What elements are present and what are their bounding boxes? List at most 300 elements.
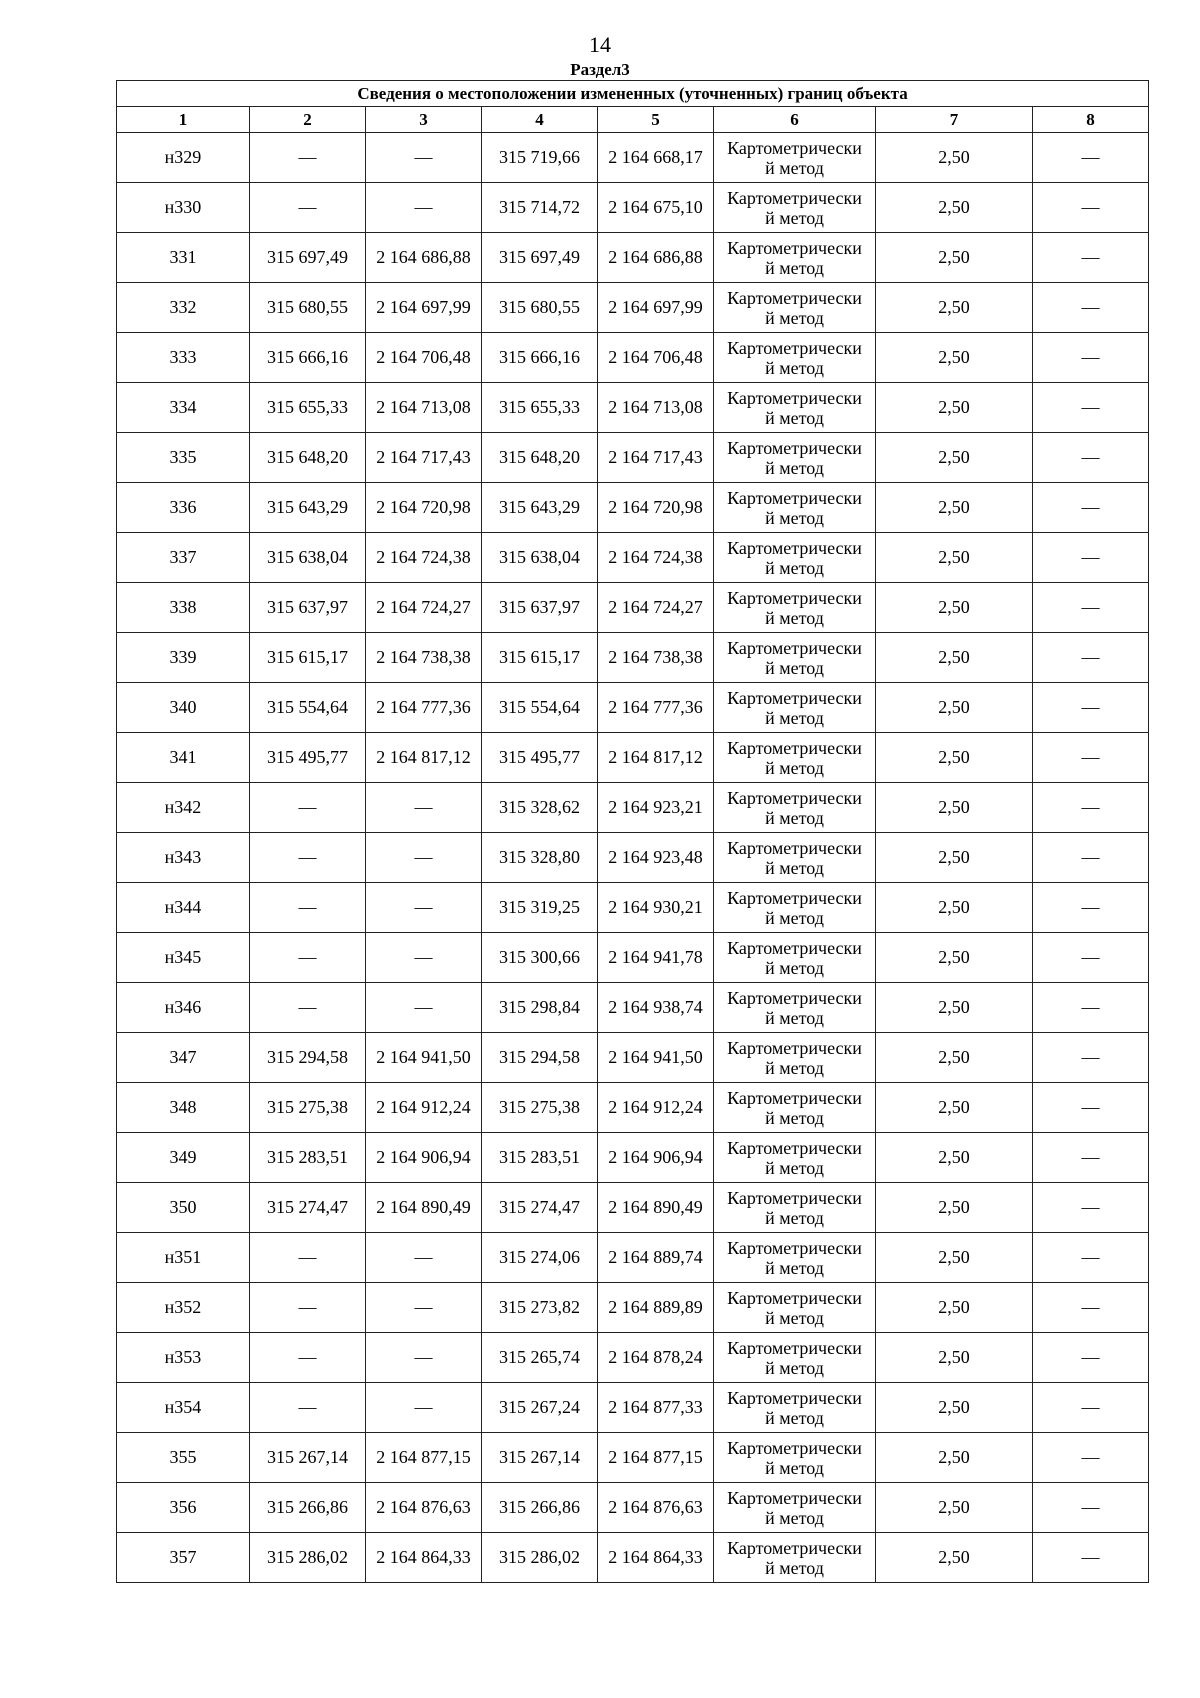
boundary-coordinates-table	[116, 80, 1149, 1583]
column-number-row	[117, 107, 1149, 133]
method-line-1: Картометрически	[727, 537, 862, 558]
note-cell: —	[1033, 333, 1149, 383]
accuracy-cell: 2,50	[876, 483, 1033, 533]
x-new-cell: 315 265,74	[482, 1333, 598, 1383]
x-old-cell: 315 643,29	[250, 483, 366, 533]
method-line-2: й метод	[765, 957, 824, 978]
point-cell: 357	[117, 1533, 250, 1583]
accuracy-cell: 2,50	[876, 1383, 1033, 1433]
method-line-2: й метод	[765, 1057, 824, 1078]
note-cell: —	[1033, 1383, 1149, 1433]
note-cell: —	[1033, 1433, 1149, 1483]
y-old-cell: 2 164 717,43	[366, 433, 482, 483]
method-cell	[714, 1083, 876, 1133]
table-row	[117, 1083, 1149, 1133]
table-row	[117, 383, 1149, 433]
x-old-cell: 315 648,20	[250, 433, 366, 483]
point-cell: 355	[117, 1433, 250, 1483]
accuracy-cell: 2,50	[876, 233, 1033, 283]
y-new-cell: 2 164 889,74	[598, 1233, 714, 1283]
column-number-3: 3	[366, 107, 482, 133]
point-cell: н345	[117, 933, 250, 983]
point-cell: 337	[117, 533, 250, 583]
y-new-cell: 2 164 941,78	[598, 933, 714, 983]
method-cell	[714, 433, 876, 483]
method-line-2: й метод	[765, 607, 824, 628]
x-old-cell: 315 697,49	[250, 233, 366, 283]
column-number-2: 2	[250, 107, 366, 133]
table-row	[117, 983, 1149, 1033]
column-number-4: 4	[482, 107, 598, 133]
y-old-cell: 2 164 706,48	[366, 333, 482, 383]
method-line-2: й метод	[765, 557, 824, 578]
point-cell: 341	[117, 733, 250, 783]
method-cell	[714, 533, 876, 583]
method-line-1: Картометрически	[727, 1187, 862, 1208]
x-old-cell: —	[250, 1333, 366, 1383]
method-line-2: й метод	[765, 1307, 824, 1328]
y-new-cell: 2 164 777,36	[598, 683, 714, 733]
point-cell: н351	[117, 1233, 250, 1283]
x-old-cell: —	[250, 783, 366, 833]
note-cell: —	[1033, 283, 1149, 333]
method-cell	[714, 583, 876, 633]
column-number-5: 5	[598, 107, 714, 133]
point-cell: 336	[117, 483, 250, 533]
method-cell	[714, 1033, 876, 1083]
point-cell: 340	[117, 683, 250, 733]
accuracy-cell: 2,50	[876, 333, 1033, 383]
point-cell: н342	[117, 783, 250, 833]
y-old-cell: 2 164 906,94	[366, 1133, 482, 1183]
accuracy-cell: 2,50	[876, 683, 1033, 733]
note-cell: —	[1033, 883, 1149, 933]
accuracy-cell: 2,50	[876, 533, 1033, 583]
y-old-cell: 2 164 724,38	[366, 533, 482, 583]
accuracy-cell: 2,50	[876, 1083, 1033, 1133]
method-cell	[714, 283, 876, 333]
y-new-cell: 2 164 686,88	[598, 233, 714, 283]
x-new-cell: 315 319,25	[482, 883, 598, 933]
table-row	[117, 1233, 1149, 1283]
method-line-1: Картометрически	[727, 337, 862, 358]
y-new-cell: 2 164 720,98	[598, 483, 714, 533]
method-cell	[714, 833, 876, 883]
point-cell: н329	[117, 133, 250, 183]
x-old-cell: 315 680,55	[250, 283, 366, 333]
x-old-cell: 315 554,64	[250, 683, 366, 733]
note-cell: —	[1033, 1233, 1149, 1283]
method-cell	[714, 1183, 876, 1233]
table-row	[117, 833, 1149, 883]
y-new-cell: 2 164 864,33	[598, 1533, 714, 1583]
table-row	[117, 183, 1149, 233]
accuracy-cell: 2,50	[876, 1533, 1033, 1583]
method-line-1: Картометрически	[727, 937, 862, 958]
method-line-1: Картометрически	[727, 1037, 862, 1058]
y-new-cell: 2 164 724,38	[598, 533, 714, 583]
x-new-cell: 315 266,86	[482, 1483, 598, 1533]
y-new-cell: 2 164 923,21	[598, 783, 714, 833]
note-cell: —	[1033, 533, 1149, 583]
y-old-cell: —	[366, 1383, 482, 1433]
method-line-2: й метод	[765, 457, 824, 478]
x-old-cell: 315 266,86	[250, 1483, 366, 1533]
x-new-cell: 315 680,55	[482, 283, 598, 333]
note-cell: —	[1033, 1483, 1149, 1533]
method-line-2: й метод	[765, 707, 824, 728]
y-new-cell: 2 164 668,17	[598, 133, 714, 183]
y-new-cell: 2 164 923,48	[598, 833, 714, 883]
method-line-2: й метод	[765, 1557, 824, 1578]
y-new-cell: 2 164 706,48	[598, 333, 714, 383]
x-new-cell: 315 655,33	[482, 383, 598, 433]
x-new-cell: 315 286,02	[482, 1533, 598, 1583]
accuracy-cell: 2,50	[876, 633, 1033, 683]
point-cell: 334	[117, 383, 250, 433]
note-cell: —	[1033, 1033, 1149, 1083]
accuracy-cell: 2,50	[876, 133, 1033, 183]
x-old-cell: 315 286,02	[250, 1533, 366, 1583]
method-cell	[714, 733, 876, 783]
method-line-1: Картометрически	[727, 1387, 862, 1408]
y-old-cell: —	[366, 1283, 482, 1333]
note-cell: —	[1033, 483, 1149, 533]
y-old-cell: 2 164 724,27	[366, 583, 482, 633]
table-row	[117, 133, 1149, 183]
x-new-cell: 315 274,06	[482, 1233, 598, 1283]
method-line-1: Картометрически	[727, 687, 862, 708]
method-line-2: й метод	[765, 157, 824, 178]
note-cell: —	[1033, 383, 1149, 433]
y-new-cell: 2 164 938,74	[598, 983, 714, 1033]
x-old-cell: 315 615,17	[250, 633, 366, 683]
method-line-2: й метод	[765, 807, 824, 828]
method-line-2: й метод	[765, 207, 824, 228]
table-row	[117, 1483, 1149, 1533]
method-line-2: й метод	[765, 907, 824, 928]
y-old-cell: —	[366, 983, 482, 1033]
x-old-cell: —	[250, 933, 366, 983]
x-old-cell: —	[250, 1233, 366, 1283]
method-line-1: Картометрически	[727, 137, 862, 158]
point-cell: 332	[117, 283, 250, 333]
method-line-1: Картометрически	[727, 837, 862, 858]
y-old-cell: 2 164 876,63	[366, 1483, 482, 1533]
point-cell: н330	[117, 183, 250, 233]
x-old-cell: 315 274,47	[250, 1183, 366, 1233]
point-cell: 339	[117, 633, 250, 683]
accuracy-cell: 2,50	[876, 1283, 1033, 1333]
method-cell	[714, 233, 876, 283]
method-cell	[714, 883, 876, 933]
method-cell	[714, 333, 876, 383]
column-number-6: 6	[714, 107, 876, 133]
method-cell	[714, 383, 876, 433]
note-cell: —	[1033, 183, 1149, 233]
page-number: 14	[589, 32, 611, 57]
table-row	[117, 533, 1149, 583]
note-cell: —	[1033, 1133, 1149, 1183]
y-old-cell: 2 164 697,99	[366, 283, 482, 333]
method-cell	[714, 1333, 876, 1383]
x-old-cell: 315 638,04	[250, 533, 366, 583]
x-old-cell: 315 666,16	[250, 333, 366, 383]
method-cell	[714, 783, 876, 833]
accuracy-cell: 2,50	[876, 1483, 1033, 1533]
note-cell: —	[1033, 633, 1149, 683]
table-row	[117, 1383, 1149, 1433]
note-cell: —	[1033, 1283, 1149, 1333]
accuracy-cell: 2,50	[876, 883, 1033, 933]
method-line-1: Картометрически	[727, 987, 862, 1008]
note-cell: —	[1033, 983, 1149, 1033]
x-old-cell: —	[250, 1283, 366, 1333]
x-new-cell: 315 495,77	[482, 733, 598, 783]
y-new-cell: 2 164 877,15	[598, 1433, 714, 1483]
point-cell: 335	[117, 433, 250, 483]
method-cell	[714, 1133, 876, 1183]
note-cell: —	[1033, 583, 1149, 633]
x-new-cell: 315 328,62	[482, 783, 598, 833]
y-new-cell: 2 164 817,12	[598, 733, 714, 783]
y-old-cell: —	[366, 783, 482, 833]
x-new-cell: 315 666,16	[482, 333, 598, 383]
x-new-cell: 315 697,49	[482, 233, 598, 283]
note-cell: —	[1033, 1533, 1149, 1583]
table-row	[117, 583, 1149, 633]
x-new-cell: 315 637,97	[482, 583, 598, 633]
accuracy-cell: 2,50	[876, 1333, 1033, 1383]
accuracy-cell: 2,50	[876, 583, 1033, 633]
y-new-cell: 2 164 713,08	[598, 383, 714, 433]
y-new-cell: 2 164 906,94	[598, 1133, 714, 1183]
method-cell	[714, 633, 876, 683]
x-old-cell: 315 495,77	[250, 733, 366, 783]
accuracy-cell: 2,50	[876, 283, 1033, 333]
y-old-cell: 2 164 686,88	[366, 233, 482, 283]
point-cell: 338	[117, 583, 250, 633]
x-old-cell: 315 655,33	[250, 383, 366, 433]
method-line-2: й метод	[765, 1457, 824, 1478]
table-row	[117, 933, 1149, 983]
section-title: Раздел3	[570, 60, 630, 79]
accuracy-cell: 2,50	[876, 383, 1033, 433]
method-line-1: Картометрически	[727, 1137, 862, 1158]
x-new-cell: 315 283,51	[482, 1133, 598, 1183]
x-new-cell: 315 294,58	[482, 1033, 598, 1083]
method-cell	[714, 933, 876, 983]
method-cell	[714, 1383, 876, 1433]
accuracy-cell: 2,50	[876, 983, 1033, 1033]
table-caption: Сведения о местоположении измененных (уточненных) границ объекта	[117, 81, 1149, 107]
method-line-1: Картометрически	[727, 237, 862, 258]
x-new-cell: 315 273,82	[482, 1283, 598, 1333]
x-new-cell: 315 267,14	[482, 1433, 598, 1483]
method-cell	[714, 183, 876, 233]
point-cell: 356	[117, 1483, 250, 1533]
table-row	[117, 1183, 1149, 1233]
method-line-1: Картометрически	[727, 1437, 862, 1458]
y-old-cell: 2 164 877,15	[366, 1433, 482, 1483]
accuracy-cell: 2,50	[876, 733, 1033, 783]
method-line-1: Картометрически	[727, 187, 862, 208]
method-line-1: Картометрически	[727, 1337, 862, 1358]
point-cell: 331	[117, 233, 250, 283]
point-cell: н354	[117, 1383, 250, 1433]
y-old-cell: 2 164 890,49	[366, 1183, 482, 1233]
method-line-1: Картометрически	[727, 637, 862, 658]
point-cell: н346	[117, 983, 250, 1033]
point-cell: н343	[117, 833, 250, 883]
column-number-7: 7	[876, 107, 1033, 133]
point-cell: н352	[117, 1283, 250, 1333]
note-cell: —	[1033, 1083, 1149, 1133]
method-line-1: Картометрически	[727, 587, 862, 608]
note-cell: —	[1033, 1333, 1149, 1383]
y-old-cell: 2 164 777,36	[366, 683, 482, 733]
method-line-1: Картометрически	[727, 1487, 862, 1508]
x-new-cell: 315 643,29	[482, 483, 598, 533]
method-line-2: й метод	[765, 1357, 824, 1378]
accuracy-cell: 2,50	[876, 833, 1033, 883]
method-line-2: й метод	[765, 757, 824, 778]
table-row	[117, 283, 1149, 333]
method-cell	[714, 1283, 876, 1333]
table-body	[117, 133, 1149, 1583]
x-old-cell: —	[250, 133, 366, 183]
method-cell	[714, 133, 876, 183]
y-old-cell: —	[366, 183, 482, 233]
method-line-2: й метод	[765, 1407, 824, 1428]
y-new-cell: 2 164 876,63	[598, 1483, 714, 1533]
method-line-2: й метод	[765, 1207, 824, 1228]
y-old-cell: 2 164 864,33	[366, 1533, 482, 1583]
note-cell: —	[1033, 1183, 1149, 1233]
x-old-cell: 315 275,38	[250, 1083, 366, 1133]
x-old-cell: —	[250, 1383, 366, 1433]
table-row	[117, 1533, 1149, 1583]
column-number-1: 1	[117, 107, 250, 133]
method-line-2: й метод	[765, 407, 824, 428]
y-new-cell: 2 164 717,43	[598, 433, 714, 483]
y-new-cell: 2 164 724,27	[598, 583, 714, 633]
method-line-2: й метод	[765, 1157, 824, 1178]
x-new-cell: 315 554,64	[482, 683, 598, 733]
point-cell: 333	[117, 333, 250, 383]
accuracy-cell: 2,50	[876, 1133, 1033, 1183]
y-new-cell: 2 164 675,10	[598, 183, 714, 233]
y-new-cell: 2 164 889,89	[598, 1283, 714, 1333]
method-cell	[714, 683, 876, 733]
note-cell: —	[1033, 833, 1149, 883]
accuracy-cell: 2,50	[876, 933, 1033, 983]
method-line-2: й метод	[765, 1107, 824, 1128]
point-cell: н353	[117, 1333, 250, 1383]
y-old-cell: 2 164 738,38	[366, 633, 482, 683]
y-new-cell: 2 164 890,49	[598, 1183, 714, 1233]
y-old-cell: 2 164 720,98	[366, 483, 482, 533]
table-row	[117, 1333, 1149, 1383]
x-new-cell: 315 300,66	[482, 933, 598, 983]
note-cell: —	[1033, 783, 1149, 833]
method-line-1: Картометрически	[727, 737, 862, 758]
accuracy-cell: 2,50	[876, 1183, 1033, 1233]
x-old-cell: —	[250, 183, 366, 233]
y-old-cell: 2 164 941,50	[366, 1033, 482, 1083]
y-new-cell: 2 164 877,33	[598, 1383, 714, 1433]
method-line-2: й метод	[765, 857, 824, 878]
y-old-cell: —	[366, 1333, 482, 1383]
y-old-cell: —	[366, 133, 482, 183]
table-row	[117, 783, 1149, 833]
x-new-cell: 315 714,72	[482, 183, 598, 233]
accuracy-cell: 2,50	[876, 433, 1033, 483]
note-cell: —	[1033, 933, 1149, 983]
note-cell: —	[1033, 133, 1149, 183]
table-row	[117, 1433, 1149, 1483]
y-new-cell: 2 164 738,38	[598, 633, 714, 683]
x-new-cell: 315 648,20	[482, 433, 598, 483]
y-old-cell: 2 164 713,08	[366, 383, 482, 433]
method-cell	[714, 1533, 876, 1583]
x-old-cell: 315 283,51	[250, 1133, 366, 1183]
note-cell: —	[1033, 433, 1149, 483]
accuracy-cell: 2,50	[876, 183, 1033, 233]
y-new-cell: 2 164 930,21	[598, 883, 714, 933]
method-cell	[714, 483, 876, 533]
x-old-cell: —	[250, 883, 366, 933]
x-old-cell: —	[250, 983, 366, 1033]
point-cell: 347	[117, 1033, 250, 1083]
table-row	[117, 1133, 1149, 1183]
table-row	[117, 1283, 1149, 1333]
y-old-cell: —	[366, 833, 482, 883]
accuracy-cell: 2,50	[876, 783, 1033, 833]
method-line-2: й метод	[765, 1507, 824, 1528]
y-new-cell: 2 164 697,99	[598, 283, 714, 333]
x-new-cell: 315 719,66	[482, 133, 598, 183]
table-row	[117, 233, 1149, 283]
table-row	[117, 883, 1149, 933]
x-new-cell: 315 267,24	[482, 1383, 598, 1433]
method-line-2: й метод	[765, 307, 824, 328]
method-line-2: й метод	[765, 257, 824, 278]
y-old-cell: —	[366, 933, 482, 983]
column-number-8: 8	[1033, 107, 1149, 133]
table-row	[117, 433, 1149, 483]
method-cell	[714, 1233, 876, 1283]
method-line-1: Картометрически	[727, 437, 862, 458]
y-old-cell: 2 164 912,24	[366, 1083, 482, 1133]
accuracy-cell: 2,50	[876, 1033, 1033, 1083]
method-cell	[714, 1483, 876, 1533]
table-row	[117, 333, 1149, 383]
table-row	[117, 633, 1149, 683]
y-new-cell: 2 164 878,24	[598, 1333, 714, 1383]
note-cell: —	[1033, 233, 1149, 283]
note-cell: —	[1033, 733, 1149, 783]
x-new-cell: 315 275,38	[482, 1083, 598, 1133]
y-old-cell: —	[366, 883, 482, 933]
x-new-cell: 315 298,84	[482, 983, 598, 1033]
method-line-1: Картометрически	[727, 1537, 862, 1558]
x-old-cell: —	[250, 833, 366, 883]
note-cell: —	[1033, 683, 1149, 733]
y-old-cell: 2 164 817,12	[366, 733, 482, 783]
point-cell: 349	[117, 1133, 250, 1183]
method-line-1: Картометрически	[727, 1087, 862, 1108]
